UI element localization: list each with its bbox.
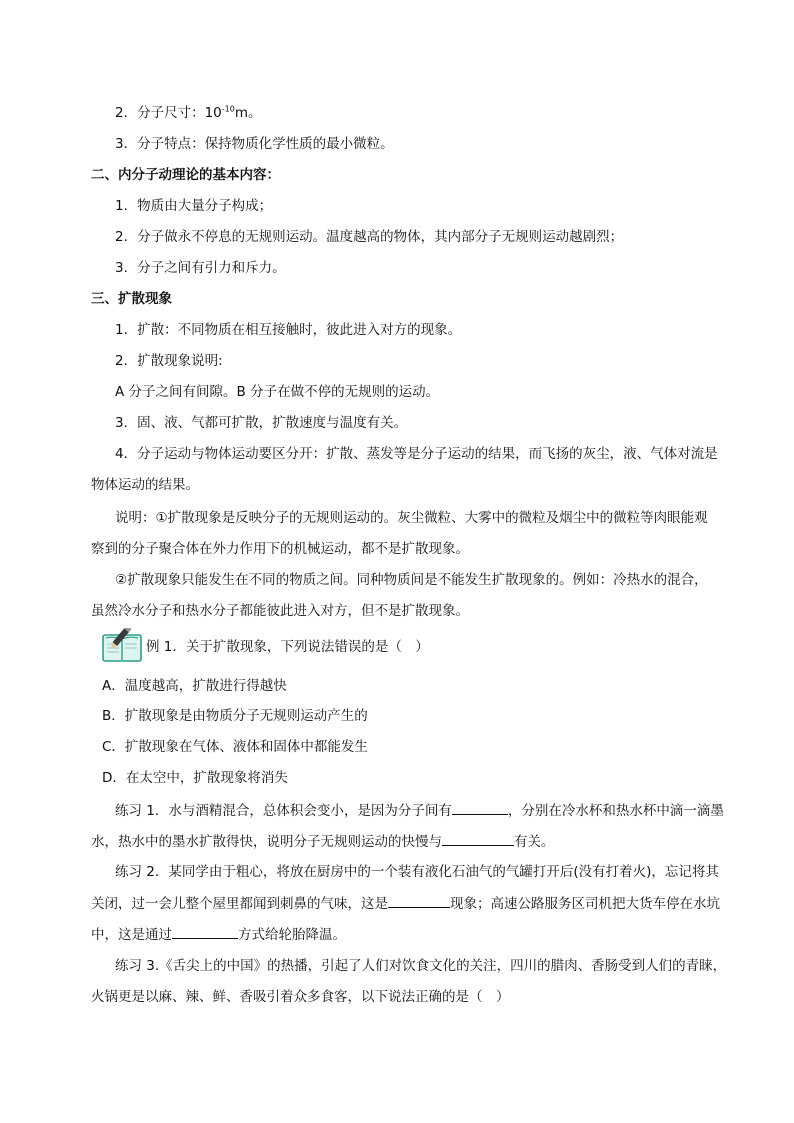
exercise-text: ，分别在冷水杯和热水杯中滴一滴墨 bbox=[507, 803, 724, 819]
answer-blank[interactable] bbox=[442, 831, 514, 846]
text-line: 物体运动的结果。 bbox=[91, 477, 199, 493]
exercise-2-line3 bbox=[91, 924, 346, 945]
exercise-text: 方式给轮胎降温。 bbox=[238, 927, 346, 943]
text-line: A 分子之间有间隙。B 分子在做不停的无规则的运动。 bbox=[115, 384, 440, 400]
text-line bbox=[115, 103, 262, 123]
exercise-text: 水，热水中的墨水扩散得快，说明分子无规则运动的快慢与 bbox=[91, 834, 442, 850]
answer-blank[interactable] bbox=[388, 893, 450, 908]
option-c: C．扩散现象在气体、液体和固体中都能发生 bbox=[102, 739, 368, 755]
open-book-with-pencil-icon bbox=[100, 628, 144, 664]
unit-text: m。 bbox=[234, 105, 262, 121]
exercise-text: 练习 1．水与酒精混合，总体积会变小，是因为分子间有 bbox=[115, 803, 452, 819]
molecule-size-text: 2．分子尺寸：10 bbox=[115, 105, 222, 121]
text-line: 2．分子做永不停息的无规则运动。温度越高的物体，其内部分子无规则运动越剧烈； bbox=[115, 229, 624, 245]
exercise-text: 现象；高速公路服务区司机把大货车停在水坑 bbox=[450, 896, 720, 912]
example-question: 例 1．关于扩散现象，下列说法错误的是（ ） bbox=[146, 639, 429, 655]
exercise-2-line2 bbox=[91, 893, 720, 914]
answer-blank[interactable] bbox=[172, 924, 238, 939]
text-line: 察到的分子聚合体在外力作用下的机械运动，都不是扩散现象。 bbox=[91, 541, 469, 557]
exercise-3-line2: 火锅更是以麻、辣、鲜、香吸引着众多食客，以下说法正确的是（ ） bbox=[91, 989, 510, 1005]
option-a: A．温度越高，扩散进行得越快 bbox=[102, 678, 287, 694]
exercise-text: 关闭，过一会儿整个屋里都闻到刺鼻的气味，这是 bbox=[91, 896, 388, 912]
section-heading: 二、内分子动理论的基本内容： bbox=[91, 167, 280, 183]
answer-blank[interactable] bbox=[452, 800, 508, 815]
text-line: 4．分子运动与物体运动要区分开：扩散、蒸发等是分子运动的结果，而飞扬的灰尘，液、气体对流是 bbox=[115, 446, 718, 462]
option-d: D．在太空中，扩散现象将消失 bbox=[102, 770, 288, 786]
text-line: 虽然冷水分子和热水分子都能彼此进入对方，但不是扩散现象。 bbox=[91, 603, 469, 619]
text-line: 说明：①扩散现象是反映分子的无规则运动的。灰尘微粒、大雾中的微粒及烟尘中的微粒等肉眼能观 bbox=[115, 510, 708, 526]
text-line: 3．分子之间有引力和斥力。 bbox=[115, 260, 286, 276]
text-line: 3．分子特点：保持物质化学性质的最小微粒。 bbox=[115, 136, 394, 152]
option-b: B．扩散现象是由物质分子无规则运动产生的 bbox=[102, 708, 368, 724]
exercise-2-line1: 练习 2．某同学由于粗心，将放在厨房中的一个装有液化石油气的气罐打开后(没有打着火)，忘记将其 bbox=[115, 864, 719, 880]
text-line: 2．扩散现象说明: bbox=[115, 353, 223, 369]
exercise-3-line1: 练习 3.《舌尖上的中国》的热播，引起了人们对饮食文化的关注，四川的腊肉、香肠受到人们的青睐， bbox=[115, 958, 727, 974]
text-line: 1．扩散：不同物质在相互接触时，彼此进入对方的现象。 bbox=[115, 322, 462, 338]
section-heading: 三、扩散现象 bbox=[91, 291, 172, 307]
text-line: ②扩散现象只能发生在不同的物质之间。同种物质间是不能发生扩散现象的。例如：冷热水的混合， bbox=[115, 572, 708, 588]
exercise-1-line2 bbox=[91, 831, 555, 852]
exponent-text: -10 bbox=[221, 104, 235, 114]
exercise-text: 中，这是通过 bbox=[91, 927, 172, 943]
text-line: 1．物质由大量分子构成； bbox=[115, 198, 273, 214]
exercise-text: 有关。 bbox=[514, 834, 555, 850]
exercise-1-line1 bbox=[115, 800, 724, 821]
text-line: 3．固、液、气都可扩散，扩散速度与温度有关。 bbox=[115, 415, 408, 431]
